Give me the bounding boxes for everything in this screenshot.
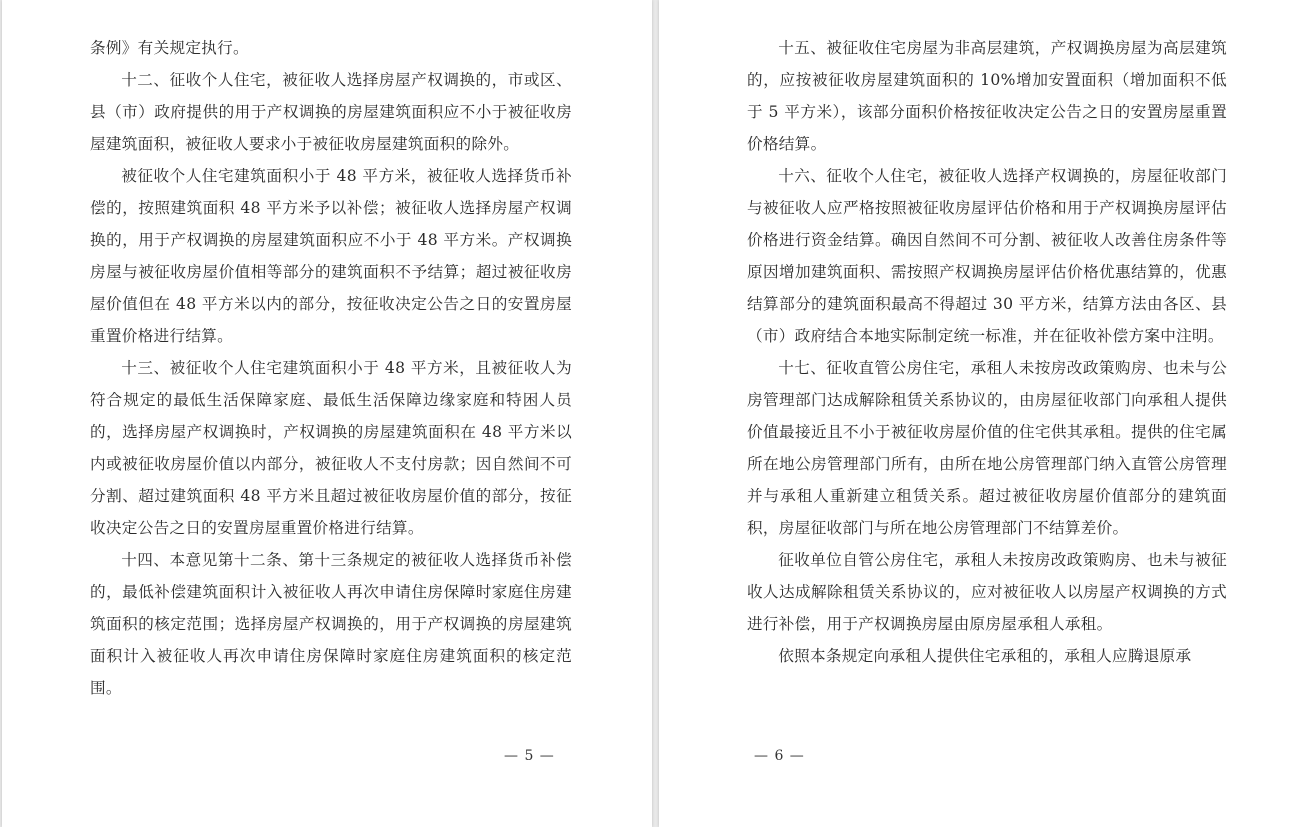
paragraph: 被征收个人住宅建筑面积小于 48 平方米，被征收人选择货币补偿的，按照建筑面积 48 平方米予以补偿；被征收人选择房屋产权调换的，用于产权调换的房屋建筑面积应不小于 48 平方米。产权调换房屋与被征收房屋价值相等部分的建筑面积不予结算；超过被征收房屋价值但在 48 平方米以内的部分，按征收决定公告之日的安置房屋重置价格进行结算。 [90, 167, 572, 345]
page-body [90, 32, 572, 704]
document-page-5 [2, 0, 652, 827]
paragraph: 征收单位自管公房住宅，承租人未按房改政策购房、也未与被征收人达成解除租赁关系协议的，应对被征收人以房屋产权调换的方式进行补偿，用于产权调换房屋由原房屋承租人承租。 [747, 551, 1227, 633]
document-page-6 [659, 0, 1310, 827]
paragraph: 十三、被征收个人住宅建筑面积小于 48 平方米，且被征收人为符合规定的最低生活保障家庭、最低生活保障边缘家庭和特困人员的，选择房屋产权调换时，产权调换的房屋建筑面积在 48 平方米以内或被征收房屋价值以内部分，被征收人不支付房款；因自然间不可分割、超过建筑面积 48 平方米且超过被征收房屋价值的部分，按征收决定公告之日的安置房屋重置价格进行结算。 [90, 359, 572, 537]
paragraph: 十四、本意见第十二条、第十三条规定的被征收人选择货币补偿的，最低补偿建筑面积计入被征收人再次申请住房保障时家庭住房建筑面积的核定范围；选择房屋产权调换的，用于产权调换的房屋建筑面积计入被征收人再次申请住房保障时家庭住房建筑面积的核定范围。 [90, 551, 572, 697]
paragraph: 条例》有关规定执行。 [90, 39, 249, 57]
page-number: — 6 — [754, 748, 805, 764]
paragraph: 十二、征收个人住宅，被征收人选择房屋产权调换的，市或区、县（市）政府提供的用于产权调换的房屋建筑面积应不小于被征收房屋建筑面积，被征收人要求小于被征收房屋建筑面积的除外。 [90, 71, 572, 153]
paragraph: 十七、征收直管公房住宅，承租人未按房改政策购房、也未与公房管理部门达成解除租赁关系协议的，由房屋征收部门向承租人提供价值最接近且不小于被征收房屋价值的住宅供其承租。提供的住宅属所在地公房管理部门所有，由所在地公房管理部门纳入直管公房管理并与承租人重新建立租赁关系。超过被征收房屋价值部分的建筑面积，房屋征收部门与所在地公房管理部门不结算差价。 [747, 359, 1227, 537]
page-body [747, 32, 1227, 672]
page-number: — 5 — [504, 748, 555, 764]
paragraph: 十五、被征收住宅房屋为非高层建筑，产权调换房屋为高层建筑的，应按被征收房屋建筑面积的 10%增加安置面积（增加面积不低于 5 平方米），该部分面积价格按征收决定公告之日的安置房屋重置价格结算。 [747, 39, 1227, 153]
paragraph: 十六、征收个人住宅，被征收人选择产权调换的，房屋征收部门与被征收人应严格按照被征收房屋评估价格和用于产权调换房屋评估价格进行资金结算。确因自然间不可分割、被征收人改善住房条件等原因增加建筑面积、需按照产权调换房屋评估价格优惠结算的，优惠结算部分的建筑面积最高不得超过 30 平方米，结算方法由各区、县（市）政府结合本地实际制定统一标准，并在征收补偿方案中注明。 [747, 167, 1227, 345]
paragraph: 依照本条规定向承租人提供住宅承租的，承租人应腾退原承 [778, 647, 1192, 665]
